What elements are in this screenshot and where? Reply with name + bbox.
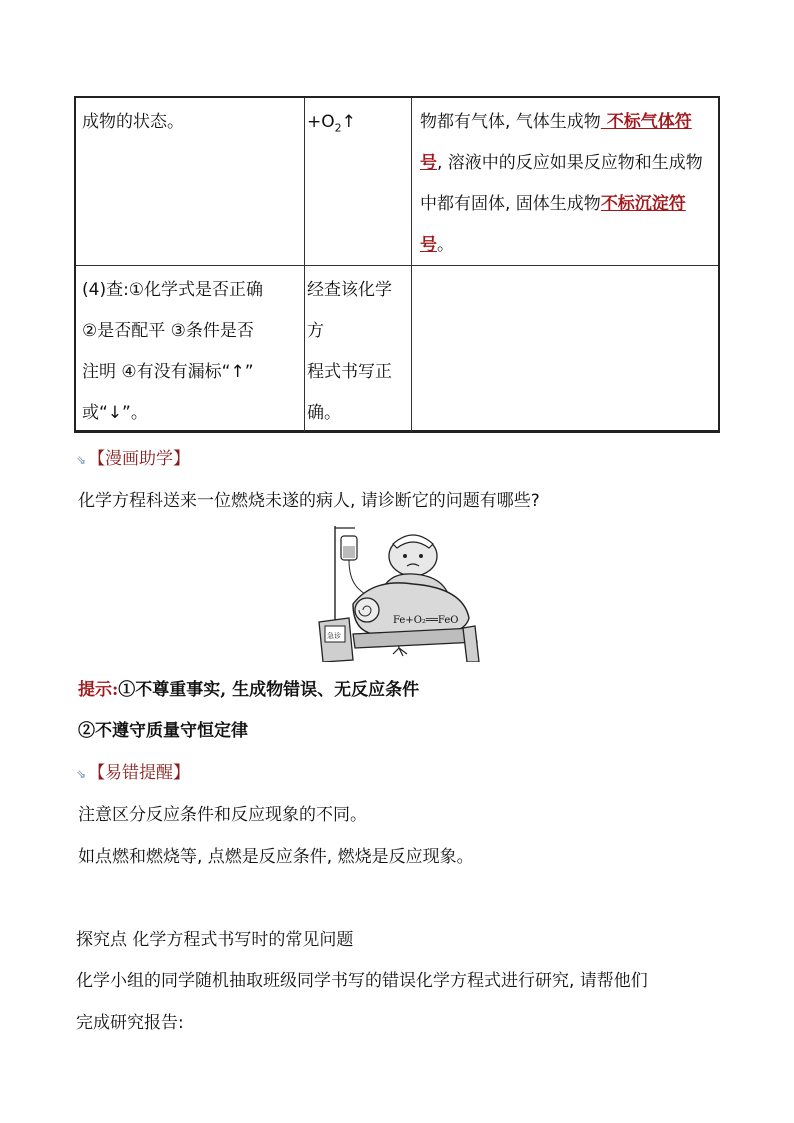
- cell-line: 方: [307, 321, 324, 341]
- cartoon-equation: Fe+O₂══FeO: [393, 615, 459, 626]
- cell-text: +O: [307, 112, 335, 132]
- cell-line: 确。: [307, 403, 341, 423]
- up-arrow-icon: ↑: [341, 112, 356, 132]
- cell-line: 程式书写正: [307, 362, 392, 382]
- table-cell: [76, 266, 305, 432]
- explore-text: 完成研究报告:: [76, 1013, 184, 1033]
- table-row: [76, 266, 718, 432]
- cell-line: 经查该化学: [307, 280, 392, 300]
- reminder-text: 注意区分反应条件和反应现象的不同。: [78, 805, 367, 825]
- section-heading: [76, 444, 190, 469]
- marker-icon: ⇘: [76, 767, 87, 781]
- cell-text: 物都有气体, 气体生成物: [420, 112, 601, 132]
- section-heading: [76, 758, 190, 783]
- section-title: 【易错提醒】: [88, 763, 191, 783]
- subscript: 2: [334, 121, 342, 135]
- table-cell: [305, 98, 412, 265]
- marker-icon: ⇘: [76, 453, 87, 467]
- comic-question: 化学方程科送来一位燃烧未遂的病人, 请诊断它的问题有哪些?: [78, 491, 540, 511]
- cartoon-illustration: [313, 522, 481, 662]
- table-cell: [76, 98, 305, 265]
- table-cell: [412, 98, 718, 265]
- hint-line: [78, 675, 419, 700]
- hint-text: ②不遵守质量守恒定律: [78, 721, 248, 741]
- highlight-answer: 不标沉淀符号: [420, 194, 686, 255]
- table-cell: [305, 266, 412, 432]
- table-row: [76, 98, 718, 266]
- cell-line: 注明 ④有没有漏标“↑”: [82, 362, 254, 382]
- cell-line: 或“↓”。: [82, 403, 148, 423]
- section-title: 【漫画助学】: [88, 449, 191, 469]
- explore-title: 探究点 化学方程式书写时的常见问题: [76, 930, 354, 950]
- hint-text: ①不尊重事实, 生成物错误、无反应条件: [118, 680, 420, 700]
- explore-text: 化学小组的同学随机抽取班级同学书写的错误化学方程式进行研究, 请帮他们: [76, 971, 648, 991]
- cell-text: 成物的状态。: [82, 112, 184, 132]
- cell-line: (4)查:①化学式是否正确: [82, 280, 264, 300]
- emergency-sign: 急诊: [327, 632, 341, 640]
- cell-text: 。: [437, 235, 454, 255]
- table-cell: [412, 266, 718, 432]
- content-table: [74, 96, 720, 433]
- cell-line: ②是否配平 ③条件是否: [82, 321, 254, 341]
- cell-text: , 溶液中的反应如果反应物和生成物中都有固体, 固体生成物: [420, 153, 703, 214]
- reminder-text: 如点燃和燃烧等, 点燃是反应条件, 燃烧是反应现象。: [78, 847, 474, 867]
- highlight-answer: 不标气体符号: [420, 112, 692, 173]
- hint-label: 提示:: [78, 680, 119, 700]
